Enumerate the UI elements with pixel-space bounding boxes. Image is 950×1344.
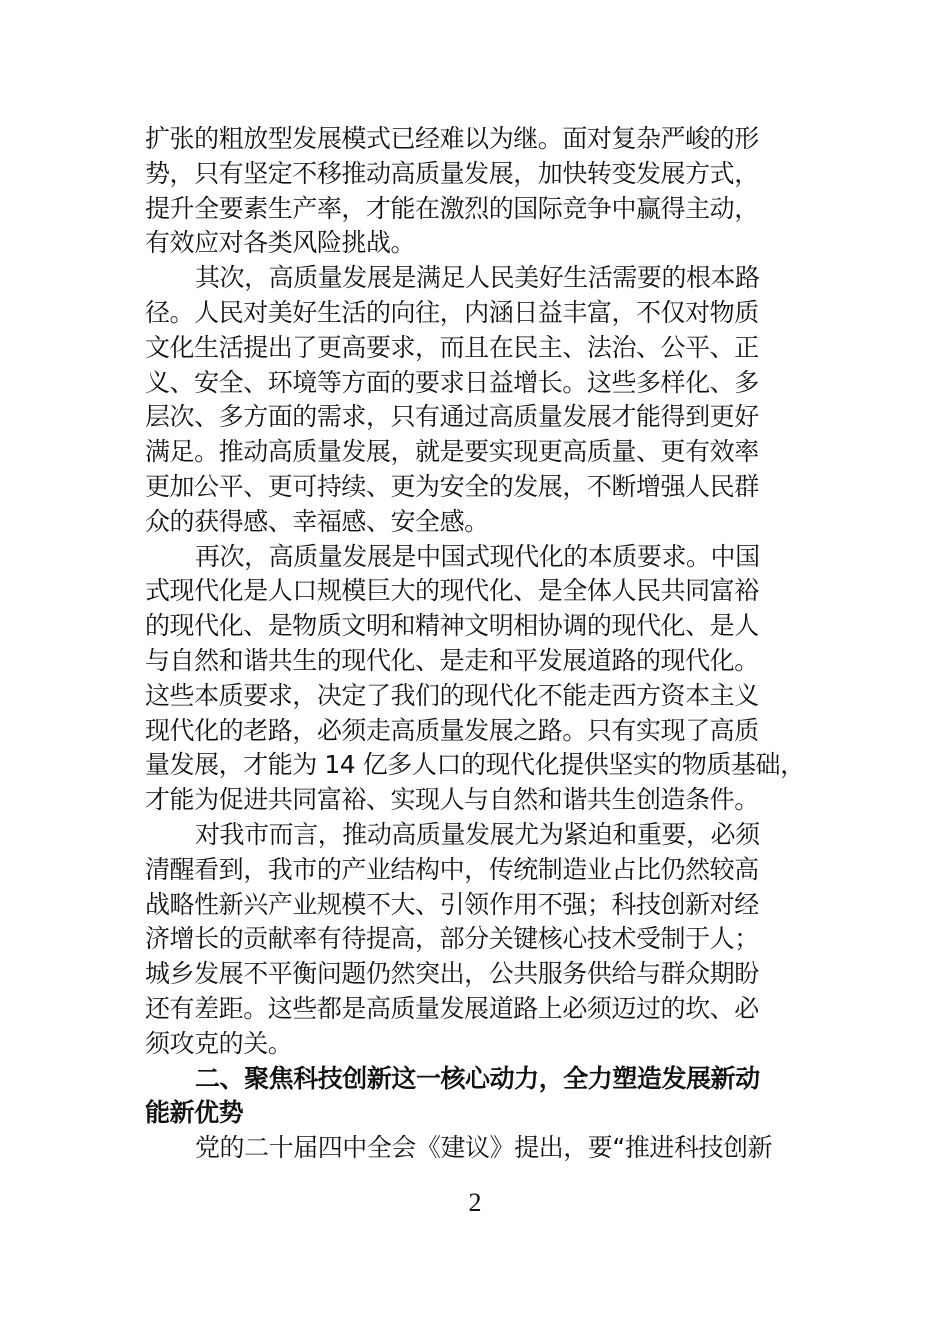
text-line: 义、安全、环境等方面的要求日益增长。这些多样化、多 — [145, 367, 759, 397]
page-number: 2 — [468, 1188, 482, 1217]
text-line: 式现代化是人口规模巨大的现代化、是全体人民共同富裕 — [145, 576, 759, 606]
text-line: 须攻克的关。 — [145, 1028, 293, 1058]
text-line: 再次，高质量发展是中国式现代化的本质要求。中国 — [195, 541, 760, 571]
text-line: 城乡发展不平衡问题仍然突出，公共服务供给与群众期盼 — [145, 959, 759, 989]
section-heading-line: 二、聚焦科技创新这一核心动力，全力塑造发展新动 — [195, 1063, 760, 1093]
section-heading-line: 能新优势 — [145, 1098, 244, 1128]
text-line: 党的二十届四中全会《建议》提出，要“推进科技创新 — [195, 1133, 773, 1163]
text-line: 战略性新兴产业规模不大、引领作用不强；科技创新对经 — [145, 889, 759, 919]
text-line: 更加公平、更可持续、更为安全的发展，不断增强人民群 — [145, 471, 759, 501]
text-line: 众的获得感、幸福感、安全感。 — [145, 506, 489, 536]
text-line: 其次，高质量发展是满足人民美好生活需要的根本路 — [195, 263, 760, 293]
text-line: 清醒看到，我市的产业结构中，传统制造业占比仍然较高 — [145, 854, 759, 884]
body-text — [145, 122, 813, 1166]
text-line: 量发展，才能为 14 亿多人口的现代化提供坚实的物质基础， — [145, 750, 805, 780]
text-line: 现代化的老路，必须走高质量发展之路。只有实现了高质 — [145, 715, 759, 745]
text-line: 提升全要素生产率，才能在激烈的国际竞争中赢得主动， — [145, 193, 759, 223]
text-line: 有效应对各类风险挑战。 — [145, 228, 416, 258]
text-line: 对我市而言，推动高质量发展尤为紧迫和重要，必须 — [195, 819, 760, 849]
text-line: 济增长的贡献率有待提高，部分关键核心技术受制于人； — [145, 924, 759, 954]
text-line: 文化生活提出了更高要求，而且在民主、法治、公平、正 — [145, 332, 759, 362]
text-line: 才能为促进共同富裕、实现人与自然和谐共生创造条件。 — [145, 785, 759, 815]
text-line: 这些本质要求，决定了我们的现代化不能走西方资本主义 — [145, 680, 759, 710]
text-line: 满足。推动高质量发展，就是要实现更高质量、更有效率 — [145, 437, 759, 467]
text-line: 还有差距。这些都是高质量发展道路上必须迈过的坎、必 — [145, 993, 759, 1023]
text-line: 扩张的粗放型发展模式已经难以为继。面对复杂严峻的形 — [145, 124, 759, 153]
text-line: 径。人民对美好生活的向往，内涵日益丰富，不仅对物质 — [145, 297, 759, 327]
text-line: 势，只有坚定不移推动高质量发展，加快转变发展方式， — [145, 158, 759, 188]
text-line: 与自然和谐共生的现代化、是走和平发展道路的现代化。 — [145, 645, 759, 675]
text-line: 层次、多方面的需求，只有通过高质量发展才能得到更好 — [145, 402, 759, 432]
text-line: 的现代化、是物质文明和精神文明相协调的现代化、是人 — [145, 611, 759, 641]
